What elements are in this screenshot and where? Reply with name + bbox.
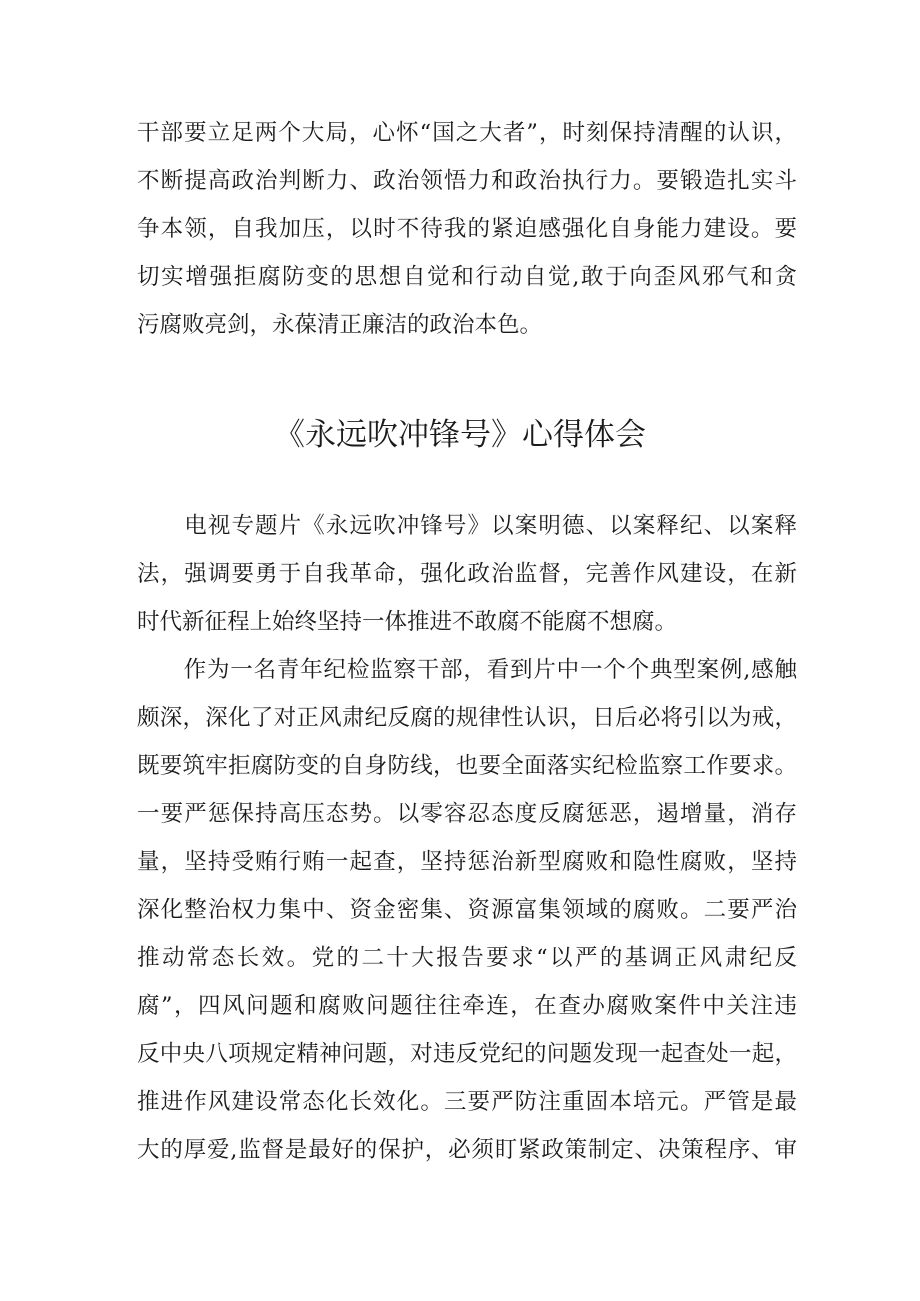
text-line: 一要严惩保持高压态势。以零容忍态度反腐惩恶，遏增量，消存 bbox=[137, 801, 797, 827]
text-line: 电视专题片《永远吹冲锋号》以案明德、以案释纪、以案释 bbox=[137, 513, 797, 539]
text-line: 法，强调要勇于自我革命，强化政治监督，完善作风建设，在新 bbox=[137, 561, 797, 587]
text-line: 时代新征程上始终坚持一体推进不敢腐不能腐不想腐。 bbox=[137, 609, 678, 635]
text-line: 切实增强拒腐防变的思想自觉和行动自觉,敢于向歪风邪气和贪 bbox=[137, 264, 797, 290]
text-line: 干部要立足两个大局，心怀“国之大者”，时刻保持清醒的认识， bbox=[137, 120, 797, 146]
page-title: 《永远吹冲锋号》心得体会 bbox=[274, 417, 646, 453]
text-line: 污腐败亮剑，永葆清正廉洁的政治本色。 bbox=[137, 312, 543, 338]
text-line: 推动常态长效。党的二十大报告要求“以严的基调正风肃纪反 bbox=[137, 945, 797, 971]
text-line: 深化整治权力集中、资金密集、资源富集领域的腐败。二要严治 bbox=[137, 897, 797, 923]
text-line: 大的厚爱,监督是最好的保护，必须盯紧政策制定、决策程序、审 bbox=[137, 1137, 797, 1163]
text-line: 争本领，自我加压，以时不待我的紧迫感强化自身能力建设。要 bbox=[137, 216, 797, 242]
text-line: 不断提高政治判断力、政治领悟力和政治执行力。要锻造扎实斗 bbox=[137, 168, 797, 194]
text-line: 作为一名青年纪检监察干部，看到片中一个个典型案例,感触 bbox=[137, 657, 797, 683]
text-line: 量，坚持受贿行贿一起查，坚持惩治新型腐败和隐性腐败，坚持 bbox=[137, 849, 797, 875]
text-line: 推进作风建设常态化长效化。三要严防注重固本培元。严管是最 bbox=[137, 1089, 797, 1115]
text-line: 颇深，深化了对正风肃纪反腐的规律性认识，日后必将引以为戒， bbox=[137, 705, 797, 731]
text-line: 反中央八项规定精神问题，对违反党纪的问题发现一起查处一起， bbox=[137, 1041, 797, 1067]
text-line: 既要筑牢拒腐防变的自身防线，也要全面落实纪检监察工作要求。 bbox=[137, 753, 797, 779]
text-line: 腐”，四风问题和腐败问题往往牵连，在查办腐败案件中关注违 bbox=[137, 993, 797, 1019]
